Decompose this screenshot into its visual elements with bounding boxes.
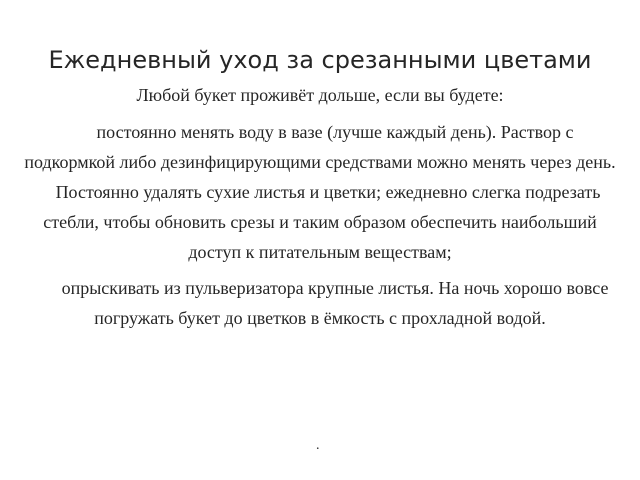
slide-body: [24, 84, 616, 333]
care-paragraph-water: [24, 117, 616, 267]
care-sentence-change-water: постоянно менять воду в вазе (лучше каждый день). Раствор с подкормкой либо дезинфицирующими средствами можно менять через день.: [24, 122, 616, 172]
intro-text: Любой букет проживёт дольше, если вы будете:: [136, 85, 504, 105]
care-sentence-trim-stems: Постоянно удалять сухие листья и цветки; ежедневно слегка подрезать стебли, чтобы обновить срезы и таким образом обеспечить наибольший доступ к питательным веществам;: [43, 182, 601, 262]
footer-mark: .: [316, 438, 320, 453]
slide-title: Ежедневный уход за срезанными цветами: [48, 46, 592, 74]
care-sentence-spray-leaves: опрыскивать из пульверизатора крупные листья. На ночь хорошо вовсе погружать букет до цветков в ёмкость с прохладной водой.: [61, 278, 609, 328]
care-paragraph-spray: [24, 273, 616, 333]
